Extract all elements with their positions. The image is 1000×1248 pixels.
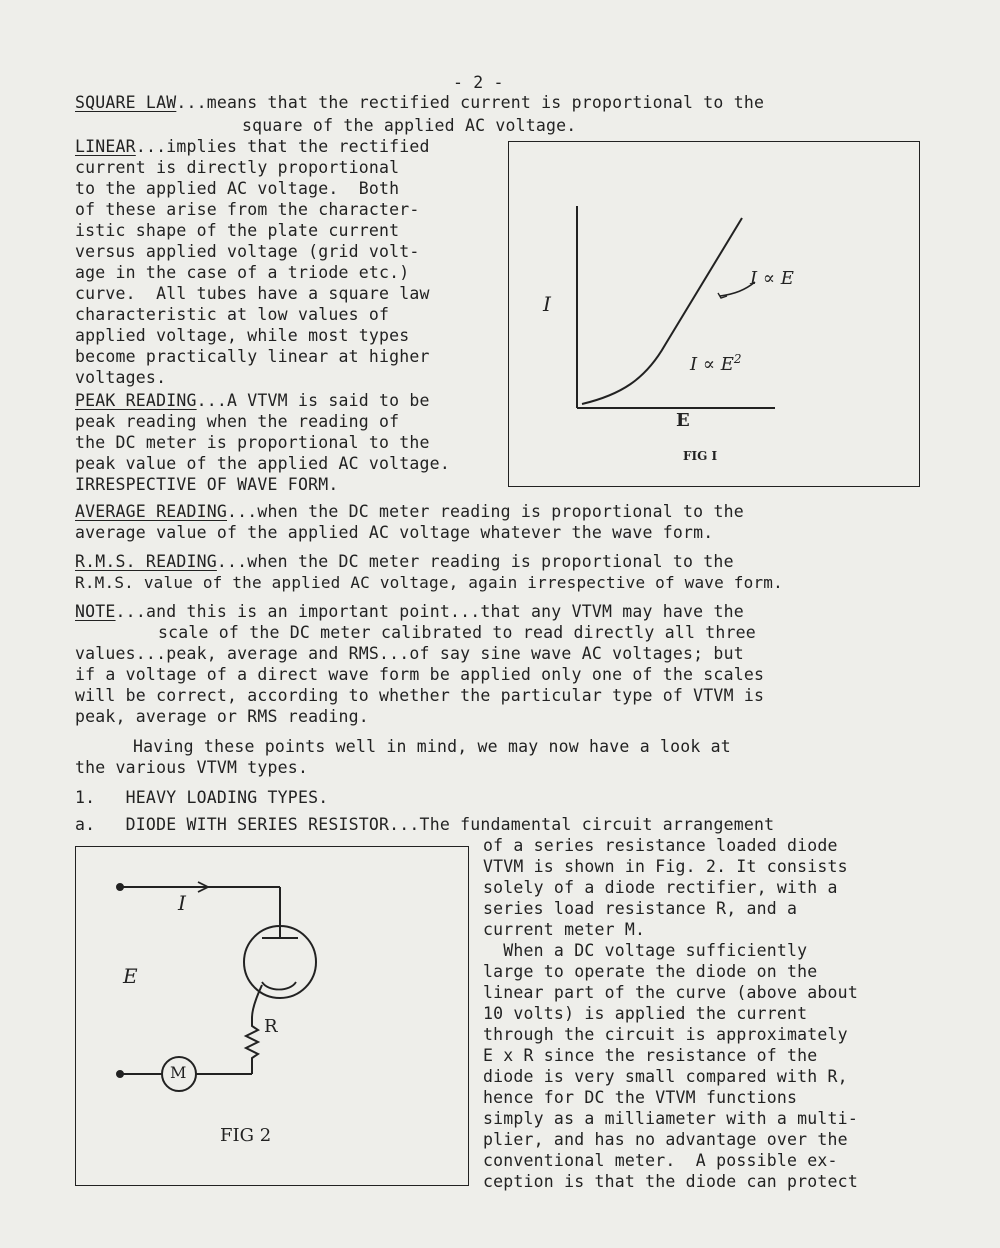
linear-line: of these arise from the character- <box>75 200 420 219</box>
fig2-input-terminal-bottom <box>117 1071 123 1077</box>
linear-line: curve. All tubes have a square law <box>75 284 430 303</box>
fig2-resistor-label: R <box>264 1016 278 1037</box>
linear-term: LINEAR <box>75 137 136 156</box>
fig2-current-label: I <box>178 891 186 915</box>
section-a-line: conventional meter. A possible ex- <box>483 1151 838 1170</box>
section-a-line: ception is that the diode can protect <box>483 1172 858 1191</box>
average-line-2: average value of the applied AC voltage whatever the wave form. <box>75 523 714 542</box>
note-line: scale of the DC meter calibrated to read directly all three <box>158 623 756 642</box>
rms-term: R.M.S. READING <box>75 552 217 571</box>
linear-line: to the applied AC voltage. Both <box>75 179 400 198</box>
section-a-label: a. DIODE WITH SERIES RESISTOR <box>75 815 390 834</box>
note-line: values...peak, average and RMS...of say sine wave AC voltages; but <box>75 644 744 663</box>
linear-line: characteristic at low values of <box>75 305 390 324</box>
section-a-line: E x R since the resistance of the <box>483 1046 818 1065</box>
linear-line: voltages. <box>75 368 167 387</box>
section-a-line: large to operate the diode on the <box>483 962 818 981</box>
section-a-line: current meter M. <box>483 920 646 939</box>
page-number: - 2 - <box>453 73 504 92</box>
linear-line: istic shape of the plate current <box>75 221 400 240</box>
linear-line: versus applied voltage (grid volt- <box>75 242 420 261</box>
fig1-x-label: E <box>676 410 690 431</box>
square-law-text: ...means that the rectified current is proportional to the <box>176 93 765 112</box>
section-a-line: of a series resistance loaded diode <box>483 836 838 855</box>
section-a-line: solely of a diode rectifier, with a <box>483 878 838 897</box>
section-a-line: linear part of the curve (above about <box>483 983 858 1002</box>
average-term: AVERAGE READING <box>75 502 228 521</box>
linear-line: become practically linear at higher <box>75 347 430 366</box>
note-line: will be correct, according to whether the particular type of VTVM is <box>75 686 765 705</box>
rms-text: ...when the DC meter reading is proportional to the <box>216 552 734 571</box>
fig1-square-exponent: 2 <box>733 352 742 366</box>
fig2-meter-label: M <box>170 1063 187 1082</box>
peak-text-0: ...A VTVM is said to be <box>196 391 430 410</box>
section-1-heading: 1. HEAVY LOADING TYPES. <box>75 788 329 807</box>
fig1-linear-label: I ∝ E <box>750 268 794 289</box>
square-law-term: SQUARE LAW <box>75 93 177 112</box>
section-a-line: simply as a milliameter with a multi- <box>483 1109 858 1128</box>
section-a-line: diode is very small compared with R, <box>483 1067 848 1086</box>
section-a-text-0: ...The fundamental circuit arrangement <box>389 815 775 834</box>
section-a-line: VTVM is shown in Fig. 2. It consists <box>483 857 848 876</box>
fig1-y-label: I <box>543 292 551 316</box>
fig1-caption: FIG I <box>683 449 718 463</box>
having-line-2: the various VTVM types. <box>75 758 309 777</box>
note-text-0: ...and this is an important point...that any VTVM may have the <box>115 602 744 621</box>
rms-line-2: R.M.S. value of the applied AC voltage, again irrespective of wave form. <box>75 573 783 592</box>
section-a-line: through the circuit is approximately <box>483 1025 848 1044</box>
peak-line: peak value of the applied AC voltage. <box>75 454 450 473</box>
note-line: peak, average or RMS reading. <box>75 707 369 726</box>
section-a-line: hence for DC the VTVM functions <box>483 1088 798 1107</box>
fig2-cathode <box>262 982 296 990</box>
square-law-line-2: square of the applied AC voltage. <box>242 116 577 135</box>
peak-line: the DC meter is proportional to the <box>75 433 430 452</box>
fig2-voltage-label: E <box>123 964 138 988</box>
section-a-line: 10 volts) is applied the current <box>483 1004 808 1023</box>
peak-line: peak reading when the reading of <box>75 412 400 431</box>
having-line-1: Having these points well in mind, we may now have a look at <box>133 737 731 756</box>
linear-line: applied voltage, while most types <box>75 326 410 345</box>
fig1-square-label-text: I ∝ E <box>690 354 734 375</box>
linear-line: age in the case of a triode etc.) <box>75 263 410 282</box>
section-a-line: When a DC voltage sufficiently <box>483 941 808 960</box>
peak-term: PEAK READING <box>75 391 197 410</box>
note-term: NOTE <box>75 602 116 621</box>
fig2-resistor <box>246 1018 258 1074</box>
note-line: if a voltage of a direct wave form be applied only one of the scales <box>75 665 765 684</box>
section-a-line: plier, and has no advantage over the <box>483 1130 848 1149</box>
section-a-line: series load resistance R, and a <box>483 899 798 918</box>
linear-text-0: ...implies that the rectified <box>135 137 430 156</box>
peak-line: IRRESPECTIVE OF WAVE FORM. <box>75 475 339 494</box>
average-text: ...when the DC meter reading is proportional to the <box>227 502 744 521</box>
linear-line: current is directly proportional <box>75 158 400 177</box>
fig2-caption: FIG 2 <box>220 1125 272 1146</box>
